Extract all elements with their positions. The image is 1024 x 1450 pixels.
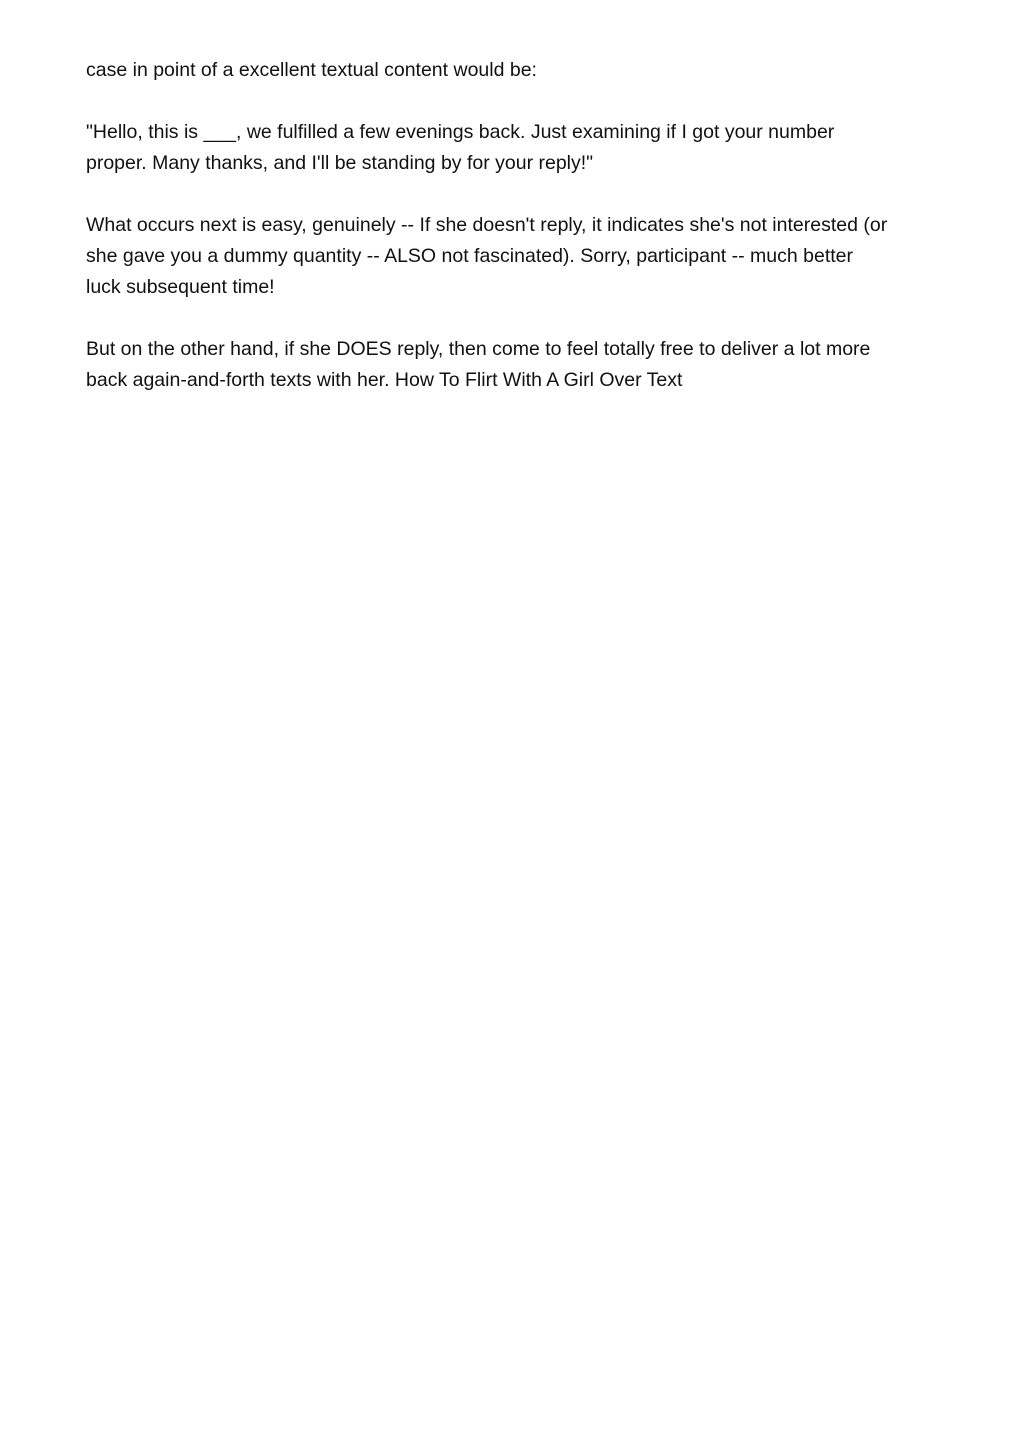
paragraph-1: case in point of a excellent textual content would be: [86, 59, 537, 81]
paragraph-4: But on the other hand, if she DOES reply, then come to feel totally free to deliver a lot more back again-and-forth texts with her. How To Flirt With A Girl Over Text [86, 338, 871, 391]
paragraph-2: "Hello, this is ___, we fulfilled a few evenings back. Just examining if I got your number proper. Many thanks, and I'll be standing by for your reply!" [86, 121, 835, 174]
document-body [86, 55, 956, 427]
paragraph-3: What occurs next is easy, genuinely -- If she doesn't reply, it indicates she's not interested (or she gave you a dummy quantity -- ALSO not fascinated). Sorry, participant -- much better luck subsequent time! [86, 214, 888, 298]
